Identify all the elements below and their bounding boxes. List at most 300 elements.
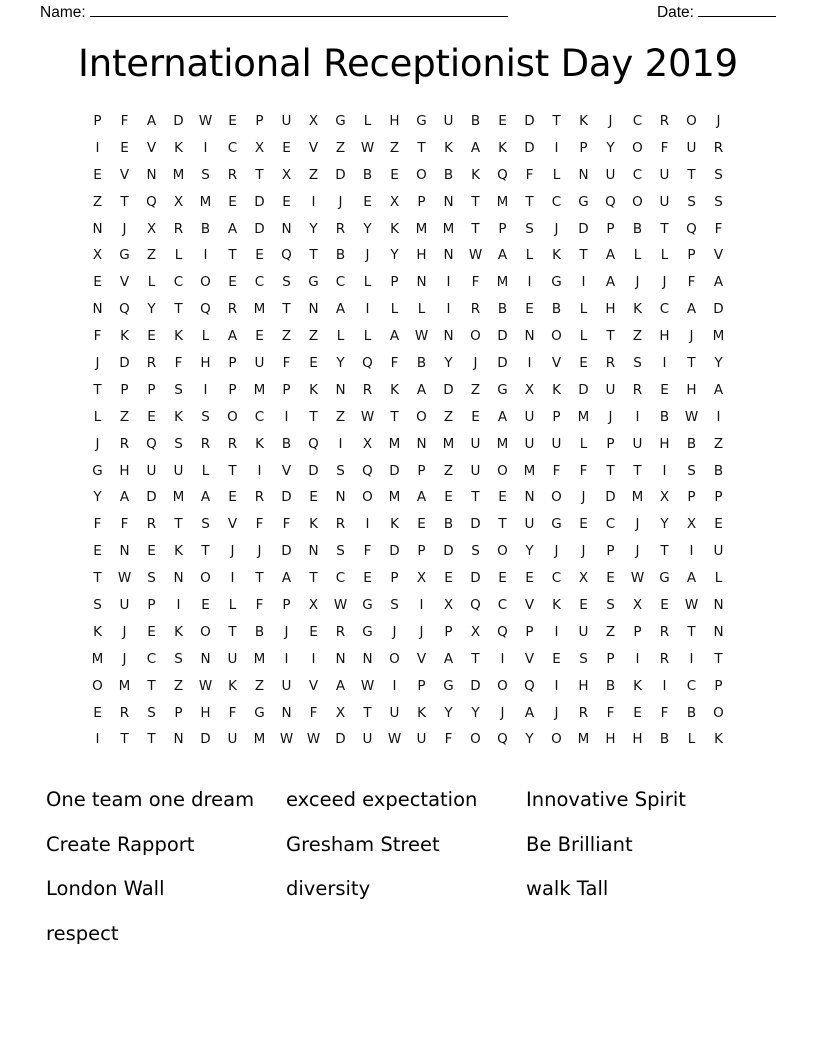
grid-cell[interactable]: Y: [444, 355, 453, 372]
grid-cell[interactable]: K: [552, 247, 561, 264]
grid-cell[interactable]: Z: [335, 139, 346, 156]
grid-cell[interactable]: N: [173, 570, 184, 587]
grid-cell[interactable]: E: [255, 247, 264, 264]
grid-cell[interactable]: M: [91, 650, 104, 667]
grid-cell[interactable]: S: [201, 408, 210, 425]
grid-cell[interactable]: H: [200, 355, 211, 372]
grid-cell[interactable]: K: [633, 677, 642, 694]
grid-cell[interactable]: I: [365, 516, 370, 533]
grid-cell[interactable]: U: [524, 516, 535, 533]
grid-cell[interactable]: M: [577, 731, 590, 748]
grid-cell[interactable]: R: [335, 623, 346, 640]
grid-cell[interactable]: T: [255, 570, 264, 587]
grid-cell[interactable]: P: [687, 247, 696, 264]
grid-cell[interactable]: C: [659, 301, 670, 318]
grid-cell[interactable]: E: [255, 328, 264, 345]
grid-cell[interactable]: L: [714, 570, 723, 587]
grid-cell[interactable]: H: [686, 381, 697, 398]
grid-cell[interactable]: T: [471, 489, 480, 506]
grid-cell[interactable]: R: [470, 301, 481, 318]
word-list-item[interactable]: walk Tall: [526, 877, 609, 900]
grid-cell[interactable]: L: [579, 301, 588, 318]
grid-cell[interactable]: A: [443, 650, 454, 667]
grid-cell[interactable]: T: [687, 166, 696, 183]
grid-cell[interactable]: E: [147, 328, 156, 345]
grid-cell[interactable]: I: [500, 650, 505, 667]
grid-cell[interactable]: A: [335, 301, 346, 318]
grid-cell[interactable]: V: [524, 597, 535, 614]
grid-cell[interactable]: M: [388, 435, 401, 452]
grid-cell[interactable]: E: [498, 113, 507, 129]
grid-cell[interactable]: E: [390, 166, 399, 183]
grid-cell[interactable]: R: [713, 139, 724, 156]
grid-cell[interactable]: T: [417, 139, 426, 156]
grid-cell[interactable]: G: [254, 704, 265, 721]
grid-cell[interactable]: E: [660, 381, 669, 398]
grid-cell[interactable]: U: [551, 435, 562, 452]
grid-cell[interactable]: S: [201, 516, 210, 533]
grid-cell[interactable]: D: [335, 731, 346, 748]
grid-cell[interactable]: R: [146, 516, 157, 533]
grid-cell[interactable]: Y: [525, 543, 534, 560]
grid-cell[interactable]: S: [390, 597, 399, 614]
grid-cell[interactable]: P: [606, 435, 615, 452]
grid-cell[interactable]: A: [605, 247, 616, 264]
grid-cell[interactable]: F: [579, 462, 588, 479]
grid-cell[interactable]: P: [282, 381, 291, 398]
grid-cell[interactable]: I: [554, 677, 559, 694]
grid-cell[interactable]: E: [525, 570, 534, 587]
grid-cell[interactable]: U: [281, 113, 292, 129]
grid-cell[interactable]: D: [254, 193, 265, 210]
grid-cell[interactable]: I: [662, 462, 667, 479]
grid-cell[interactable]: Y: [525, 731, 534, 748]
grid-cell[interactable]: X: [632, 597, 643, 614]
grid-cell[interactable]: K: [444, 139, 453, 156]
grid-cell[interactable]: D: [119, 355, 130, 372]
grid-cell[interactable]: F: [93, 516, 102, 533]
grid-cell[interactable]: Z: [470, 381, 481, 398]
grid-cell[interactable]: R: [335, 220, 346, 237]
grid-cell[interactable]: K: [498, 139, 507, 156]
grid-cell[interactable]: P: [606, 543, 615, 560]
grid-cell[interactable]: C: [497, 597, 508, 614]
grid-cell[interactable]: M: [523, 462, 536, 479]
grid-cell[interactable]: E: [525, 301, 534, 318]
grid-cell[interactable]: W: [279, 731, 294, 748]
grid-cell[interactable]: H: [659, 435, 670, 452]
grid-cell[interactable]: S: [336, 543, 345, 560]
grid-cell[interactable]: D: [524, 139, 535, 156]
grid-cell[interactable]: A: [470, 139, 481, 156]
grid-cell[interactable]: J: [662, 274, 667, 291]
grid-cell[interactable]: Z: [443, 462, 454, 479]
grid-cell[interactable]: R: [362, 381, 373, 398]
grid-cell[interactable]: E: [606, 570, 615, 587]
grid-cell[interactable]: P: [606, 650, 615, 667]
grid-cell[interactable]: Z: [605, 623, 616, 640]
grid-cell[interactable]: D: [335, 166, 346, 183]
grid-cell[interactable]: Q: [308, 435, 319, 452]
grid-cell[interactable]: I: [257, 462, 262, 479]
grid-cell[interactable]: J: [473, 355, 478, 372]
grid-cell[interactable]: U: [632, 435, 643, 452]
grid-cell[interactable]: I: [662, 355, 667, 372]
grid-cell[interactable]: E: [714, 516, 723, 533]
grid-cell[interactable]: B: [254, 623, 265, 640]
grid-cell[interactable]: F: [390, 355, 399, 372]
grid-cell[interactable]: X: [92, 247, 103, 264]
grid-cell[interactable]: M: [172, 489, 185, 506]
grid-cell[interactable]: X: [470, 623, 481, 640]
grid-cell[interactable]: E: [498, 489, 507, 506]
grid-cell[interactable]: P: [417, 462, 426, 479]
grid-cell[interactable]: E: [309, 623, 318, 640]
grid-cell[interactable]: L: [633, 247, 642, 264]
grid-cell[interactable]: R: [227, 166, 238, 183]
grid-cell[interactable]: E: [444, 570, 453, 587]
grid-cell[interactable]: B: [281, 435, 292, 452]
grid-cell[interactable]: I: [95, 139, 100, 156]
grid-cell[interactable]: X: [416, 570, 427, 587]
grid-cell[interactable]: H: [119, 462, 130, 479]
grid-cell[interactable]: N: [173, 731, 184, 748]
word-search-grid[interactable]: [84, 108, 732, 753]
grid-cell[interactable]: J: [554, 704, 559, 721]
grid-cell[interactable]: M: [496, 193, 509, 210]
grid-cell[interactable]: J: [122, 623, 127, 640]
grid-cell[interactable]: M: [199, 193, 212, 210]
grid-cell[interactable]: H: [389, 113, 400, 129]
grid-cell[interactable]: B: [443, 516, 454, 533]
grid-cell[interactable]: D: [146, 489, 157, 506]
grid-cell[interactable]: A: [497, 247, 508, 264]
grid-cell[interactable]: U: [119, 597, 130, 614]
grid-cell[interactable]: I: [689, 543, 694, 560]
grid-cell[interactable]: B: [605, 677, 616, 694]
grid-cell[interactable]: I: [230, 570, 235, 587]
grid-cell[interactable]: D: [200, 731, 211, 748]
grid-cell[interactable]: X: [308, 113, 319, 129]
grid-cell[interactable]: Z: [389, 139, 400, 156]
grid-cell[interactable]: P: [417, 677, 426, 694]
grid-cell[interactable]: I: [311, 650, 316, 667]
grid-cell[interactable]: J: [581, 543, 586, 560]
grid-cell[interactable]: I: [446, 301, 451, 318]
grid-cell[interactable]: S: [579, 650, 588, 667]
grid-cell[interactable]: Q: [362, 462, 373, 479]
grid-cell[interactable]: T: [309, 408, 318, 425]
grid-cell[interactable]: E: [282, 139, 291, 156]
grid-cell[interactable]: A: [416, 489, 427, 506]
grid-cell[interactable]: E: [147, 623, 156, 640]
grid-cell[interactable]: Q: [119, 301, 130, 318]
grid-cell[interactable]: M: [118, 677, 131, 694]
grid-cell[interactable]: J: [554, 220, 559, 237]
grid-cell[interactable]: B: [551, 301, 562, 318]
grid-cell[interactable]: D: [281, 543, 292, 560]
grid-cell[interactable]: W: [360, 408, 375, 425]
grid-cell[interactable]: B: [335, 247, 346, 264]
grid-cell[interactable]: P: [687, 489, 696, 506]
grid-cell[interactable]: Q: [146, 193, 157, 210]
grid-cell[interactable]: J: [95, 435, 100, 452]
grid-cell[interactable]: P: [255, 113, 264, 129]
grid-cell[interactable]: E: [147, 408, 156, 425]
grid-cell[interactable]: D: [254, 220, 265, 237]
grid-cell[interactable]: D: [443, 543, 454, 560]
grid-cell[interactable]: O: [200, 570, 211, 587]
grid-cell[interactable]: F: [255, 597, 264, 614]
grid-cell[interactable]: M: [415, 220, 428, 237]
grid-cell[interactable]: Z: [713, 435, 724, 452]
grid-cell[interactable]: F: [120, 113, 129, 129]
grid-cell[interactable]: N: [200, 650, 211, 667]
grid-cell[interactable]: O: [686, 113, 697, 129]
grid-cell[interactable]: N: [92, 301, 103, 318]
grid-cell[interactable]: T: [228, 623, 237, 640]
grid-cell[interactable]: U: [713, 543, 724, 560]
grid-cell[interactable]: X: [335, 704, 346, 721]
grid-cell[interactable]: E: [633, 704, 642, 721]
grid-cell[interactable]: C: [335, 570, 346, 587]
grid-cell[interactable]: T: [660, 220, 669, 237]
grid-cell[interactable]: P: [417, 543, 426, 560]
grid-cell[interactable]: O: [497, 543, 508, 560]
grid-cell[interactable]: S: [687, 462, 696, 479]
grid-cell[interactable]: S: [606, 597, 615, 614]
grid-cell[interactable]: T: [147, 677, 156, 694]
grid-cell[interactable]: G: [335, 113, 346, 129]
grid-cell[interactable]: J: [689, 328, 694, 345]
grid-cell[interactable]: T: [498, 516, 507, 533]
grid-cell[interactable]: W: [198, 677, 213, 694]
grid-cell[interactable]: K: [93, 623, 102, 640]
grid-cell[interactable]: Y: [390, 247, 399, 264]
grid-cell[interactable]: D: [497, 328, 508, 345]
grid-cell[interactable]: U: [605, 381, 616, 398]
word-list-item[interactable]: Be Brilliant: [526, 832, 633, 856]
grid-cell[interactable]: I: [419, 597, 424, 614]
grid-cell[interactable]: I: [392, 677, 397, 694]
grid-cell[interactable]: P: [390, 274, 399, 291]
grid-cell[interactable]: V: [119, 166, 130, 183]
word-list-item[interactable]: Innovative Spirit: [526, 788, 686, 811]
grid-cell[interactable]: R: [119, 704, 130, 721]
grid-cell[interactable]: P: [390, 570, 399, 587]
grid-cell[interactable]: M: [442, 220, 455, 237]
grid-cell[interactable]: A: [605, 274, 616, 291]
grid-cell[interactable]: K: [417, 704, 426, 721]
grid-cell[interactable]: L: [363, 328, 372, 345]
grid-cell[interactable]: C: [173, 274, 184, 291]
grid-cell[interactable]: N: [443, 247, 454, 264]
grid-cell[interactable]: N: [443, 328, 454, 345]
word-list-item[interactable]: One team one dream: [46, 788, 255, 811]
grid-cell[interactable]: Q: [470, 597, 481, 614]
word-list-item[interactable]: exceed expectation: [286, 788, 478, 811]
grid-cell[interactable]: E: [579, 516, 588, 533]
grid-cell[interactable]: N: [362, 650, 373, 667]
grid-cell[interactable]: D: [578, 381, 589, 398]
grid-cell[interactable]: U: [146, 462, 157, 479]
grid-cell[interactable]: W: [414, 328, 429, 345]
grid-cell[interactable]: F: [255, 516, 264, 533]
grid-cell[interactable]: I: [338, 435, 343, 452]
grid-cell[interactable]: N: [308, 543, 319, 560]
grid-cell[interactable]: G: [119, 247, 130, 264]
grid-cell[interactable]: A: [146, 113, 157, 129]
grid-cell[interactable]: X: [659, 489, 670, 506]
grid-cell[interactable]: A: [524, 704, 535, 721]
grid-cell[interactable]: J: [419, 623, 424, 640]
grid-cell[interactable]: Y: [363, 220, 372, 237]
grid-cell[interactable]: R: [659, 650, 670, 667]
grid-cell[interactable]: Q: [497, 623, 508, 640]
grid-cell[interactable]: W: [306, 731, 321, 748]
grid-cell[interactable]: J: [608, 408, 613, 425]
grid-cell[interactable]: G: [551, 274, 562, 291]
grid-cell[interactable]: R: [200, 435, 211, 452]
grid-cell[interactable]: I: [635, 408, 640, 425]
word-list-item[interactable]: Gresham Street: [286, 832, 440, 856]
grid-cell[interactable]: U: [605, 166, 616, 183]
grid-cell[interactable]: I: [203, 139, 208, 156]
grid-cell[interactable]: P: [525, 623, 534, 640]
grid-cell[interactable]: X: [443, 597, 454, 614]
grid-cell[interactable]: O: [497, 462, 508, 479]
grid-cell[interactable]: T: [174, 301, 183, 318]
grid-cell[interactable]: S: [471, 543, 480, 560]
grid-cell[interactable]: E: [579, 355, 588, 372]
grid-cell[interactable]: T: [228, 462, 237, 479]
grid-cell[interactable]: T: [390, 408, 399, 425]
grid-cell[interactable]: F: [660, 704, 669, 721]
grid-cell[interactable]: T: [579, 247, 588, 264]
grid-cell[interactable]: A: [227, 328, 238, 345]
grid-cell[interactable]: U: [659, 166, 670, 183]
grid-cell[interactable]: Q: [497, 731, 508, 748]
grid-cell[interactable]: J: [608, 113, 613, 129]
grid-cell[interactable]: V: [416, 650, 427, 667]
grid-cell[interactable]: I: [284, 408, 289, 425]
grid-cell[interactable]: K: [120, 328, 129, 345]
grid-cell[interactable]: B: [686, 435, 697, 452]
grid-cell[interactable]: T: [255, 166, 264, 183]
grid-cell[interactable]: O: [632, 193, 643, 210]
grid-cell[interactable]: T: [282, 301, 291, 318]
grid-cell[interactable]: U: [470, 462, 481, 479]
grid-cell[interactable]: U: [362, 731, 373, 748]
grid-cell[interactable]: G: [308, 274, 319, 291]
grid-cell[interactable]: B: [362, 166, 373, 183]
grid-cell[interactable]: J: [122, 220, 127, 237]
grid-cell[interactable]: P: [282, 597, 291, 614]
grid-cell[interactable]: X: [686, 516, 697, 533]
grid-cell[interactable]: C: [335, 274, 346, 291]
grid-cell[interactable]: E: [660, 597, 669, 614]
grid-cell[interactable]: S: [174, 381, 183, 398]
grid-cell[interactable]: R: [578, 704, 589, 721]
grid-cell[interactable]: J: [365, 247, 370, 264]
grid-cell[interactable]: S: [525, 220, 534, 237]
grid-cell[interactable]: S: [687, 193, 696, 210]
grid-cell[interactable]: Z: [443, 408, 454, 425]
grid-cell[interactable]: J: [635, 274, 640, 291]
grid-cell[interactable]: B: [659, 408, 670, 425]
grid-cell[interactable]: I: [176, 597, 181, 614]
word-list-item[interactable]: Create Rapport: [46, 832, 195, 856]
grid-cell[interactable]: O: [551, 328, 562, 345]
grid-cell[interactable]: Y: [309, 220, 318, 237]
grid-cell[interactable]: I: [635, 650, 640, 667]
grid-cell[interactable]: O: [551, 489, 562, 506]
grid-cell[interactable]: S: [174, 650, 183, 667]
grid-cell[interactable]: T: [660, 543, 669, 560]
grid-cell[interactable]: Y: [714, 355, 723, 372]
grid-cell[interactable]: W: [468, 247, 483, 264]
grid-cell[interactable]: P: [93, 113, 102, 129]
grid-cell[interactable]: K: [390, 220, 399, 237]
grid-cell[interactable]: V: [146, 139, 157, 156]
grid-cell[interactable]: U: [416, 731, 427, 748]
grid-cell[interactable]: K: [471, 166, 480, 183]
name-input-rule[interactable]: [90, 4, 508, 17]
grid-cell[interactable]: O: [713, 704, 724, 721]
grid-cell[interactable]: E: [93, 543, 102, 560]
grid-cell[interactable]: O: [416, 408, 427, 425]
grid-cell[interactable]: P: [552, 408, 561, 425]
grid-cell[interactable]: I: [662, 677, 667, 694]
grid-cell[interactable]: R: [254, 489, 265, 506]
grid-cell[interactable]: K: [390, 516, 399, 533]
grid-cell[interactable]: M: [253, 731, 266, 748]
grid-cell[interactable]: O: [470, 328, 481, 345]
grid-cell[interactable]: E: [120, 139, 129, 156]
grid-cell[interactable]: N: [308, 301, 319, 318]
grid-cell[interactable]: E: [93, 704, 102, 721]
grid-cell[interactable]: U: [578, 623, 589, 640]
word-list-item[interactable]: respect: [46, 921, 119, 945]
grid-cell[interactable]: L: [336, 328, 345, 345]
grid-cell[interactable]: H: [605, 731, 616, 748]
grid-cell[interactable]: G: [92, 462, 103, 479]
grid-cell[interactable]: I: [446, 274, 451, 291]
grid-cell[interactable]: K: [714, 731, 723, 748]
grid-cell[interactable]: N: [416, 435, 427, 452]
grid-cell[interactable]: Z: [308, 328, 319, 345]
grid-cell[interactable]: Q: [362, 355, 373, 372]
grid-cell[interactable]: R: [605, 355, 616, 372]
grid-cell[interactable]: V: [227, 516, 238, 533]
word-list-item[interactable]: London Wall: [46, 877, 165, 900]
grid-cell[interactable]: K: [309, 516, 318, 533]
grid-cell[interactable]: R: [227, 435, 238, 452]
grid-cell[interactable]: L: [660, 247, 669, 264]
grid-cell[interactable]: D: [173, 113, 184, 129]
grid-cell[interactable]: Y: [606, 139, 615, 156]
grid-cell[interactable]: F: [660, 139, 669, 156]
grid-cell[interactable]: M: [388, 489, 401, 506]
grid-cell[interactable]: N: [524, 328, 535, 345]
grid-cell[interactable]: A: [200, 489, 211, 506]
grid-cell[interactable]: T: [687, 623, 696, 640]
grid-cell[interactable]: N: [578, 166, 589, 183]
grid-cell[interactable]: L: [417, 301, 426, 318]
grid-cell[interactable]: F: [606, 704, 615, 721]
grid-cell[interactable]: O: [389, 650, 400, 667]
grid-cell[interactable]: O: [200, 274, 211, 291]
